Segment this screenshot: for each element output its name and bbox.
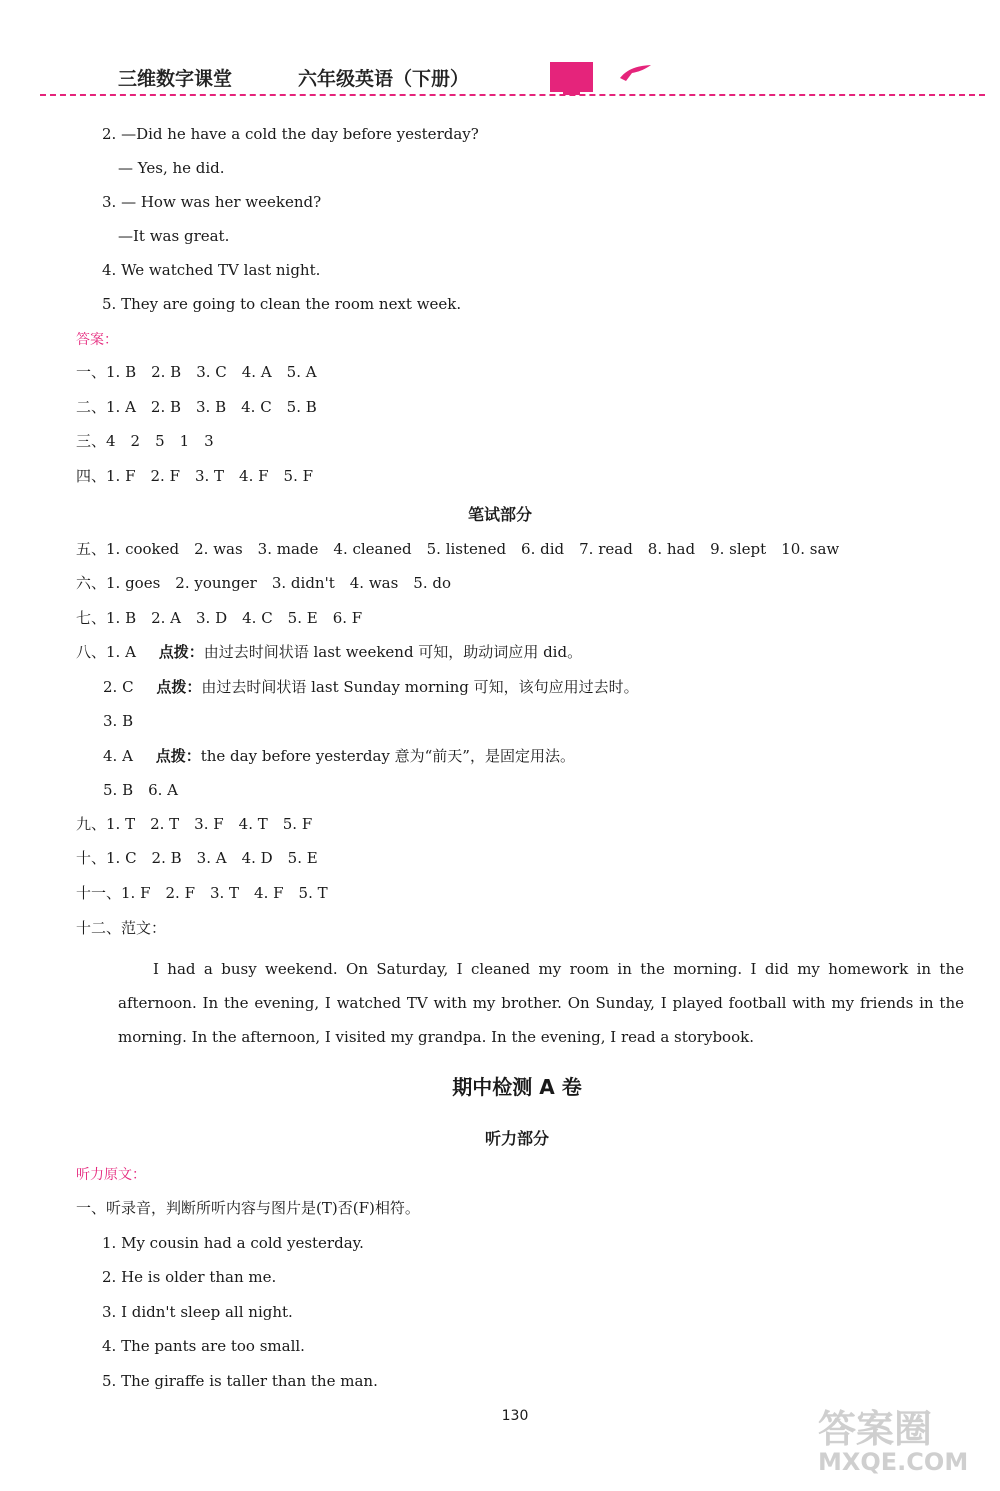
- answer-text: 2. C: [103, 678, 134, 696]
- answer-line: 五、1. cooked 2. was 3. made 4. cleaned 5. listened 6. did 7. read 8. had 9. slept 10. saw: [76, 540, 840, 558]
- listening-instruction: 一、听录音，判断所听内容与图片是(T)否(F)相符。: [76, 1199, 420, 1217]
- script-label: 听力原文：: [76, 1167, 146, 1183]
- answer-line: 六、1. goes 2. younger 3. didn't 4. was 5. do: [76, 574, 452, 592]
- tip-text: 由过去时间状语 last weekend 可知，助动词应用 did。: [203, 643, 583, 661]
- answer-line: 十二、范文：: [76, 919, 167, 937]
- watermark-url: MXQE.COM: [818, 1448, 969, 1476]
- answer-line: 5. B 6. A: [103, 781, 179, 799]
- answer-line: 二、1. A 2. B 3. B 4. C 5. B: [76, 398, 317, 416]
- answer-with-tip: [103, 746, 575, 766]
- header-book: 六年级英语（下册）: [298, 68, 470, 90]
- midterm-title: 期中检测 A 卷: [452, 1075, 582, 1099]
- header-divider: [40, 94, 985, 96]
- bird-logo-icon: [618, 62, 652, 82]
- listening-section-title: 听力部分: [484, 1129, 549, 1148]
- answer-line: 十、1. C 2. B 3. A 4. D 5. E: [76, 849, 318, 867]
- answer-with-tip: [76, 642, 582, 662]
- answer-line: 三、4 2 5 1 3: [76, 432, 214, 450]
- tip-text: the day before yesterday 意为“前天”，是固定用法。: [200, 747, 575, 765]
- script-line: 4. We watched TV last night.: [102, 261, 321, 279]
- tip-label: 点拨：: [156, 678, 202, 696]
- script-line: —It was great.: [118, 227, 230, 245]
- header-series: 三维数字课堂: [118, 68, 233, 90]
- answer-text: 4. A: [103, 747, 133, 765]
- answer-with-tip: [103, 677, 639, 697]
- answer-line: 十一、1. F 2. F 3. T 4. F 5. T: [76, 884, 328, 902]
- answer-line: 九、1. T 2. T 3. F 4. T 5. F: [76, 815, 313, 833]
- script-line: 2. —Did he have a cold the day before yesterday?: [102, 125, 479, 143]
- script-line: 5. They are going to clean the room next week.: [102, 295, 462, 313]
- logo-screen-icon: [550, 62, 593, 92]
- tip-label: 点拨：: [155, 747, 201, 765]
- listening-item: 4. The pants are too small.: [102, 1337, 305, 1355]
- watermark-logo: 答案圈: [818, 1407, 933, 1451]
- tip-text: 由过去时间状语 last Sunday morning 可知，该句应用过去时。: [201, 678, 639, 696]
- listening-item: 3. I didn't sleep all night.: [102, 1303, 293, 1321]
- listening-item: 2. He is older than me.: [102, 1268, 277, 1286]
- answer-text: 八、1. A: [76, 643, 136, 661]
- script-line: — Yes, he did.: [118, 159, 225, 177]
- sample-essay: I had a busy weekend. On Saturday, I cleaned my room in the morning. I did my homework in the afternoon. In the evening, I watched TV with my brother. On Sunday, I played football with my friends in the morning. In the afternoon, I visited my grandpa. In the evening, I read a storybook.: [118, 960, 964, 1046]
- answer-line: 七、1. B 2. A 3. D 4. C 5. E 6. F: [76, 609, 363, 627]
- listening-item: 5. The giraffe is taller than the man.: [102, 1372, 378, 1390]
- script-line: 3. — How was her weekend?: [102, 193, 322, 211]
- answers-label: 答案：: [76, 332, 118, 348]
- answer-line: 一、1. B 2. B 3. C 4. A 5. A: [76, 363, 317, 381]
- listening-item: 1. My cousin had a cold yesterday.: [102, 1234, 364, 1252]
- tip-label: 点拨：: [158, 643, 204, 661]
- written-section-title: 笔试部分: [467, 505, 532, 524]
- answer-line: 3. B: [103, 712, 134, 730]
- answer-line: 四、1. F 2. F 3. T 4. F 5. F: [76, 467, 314, 485]
- page-number: 130: [501, 1408, 529, 1424]
